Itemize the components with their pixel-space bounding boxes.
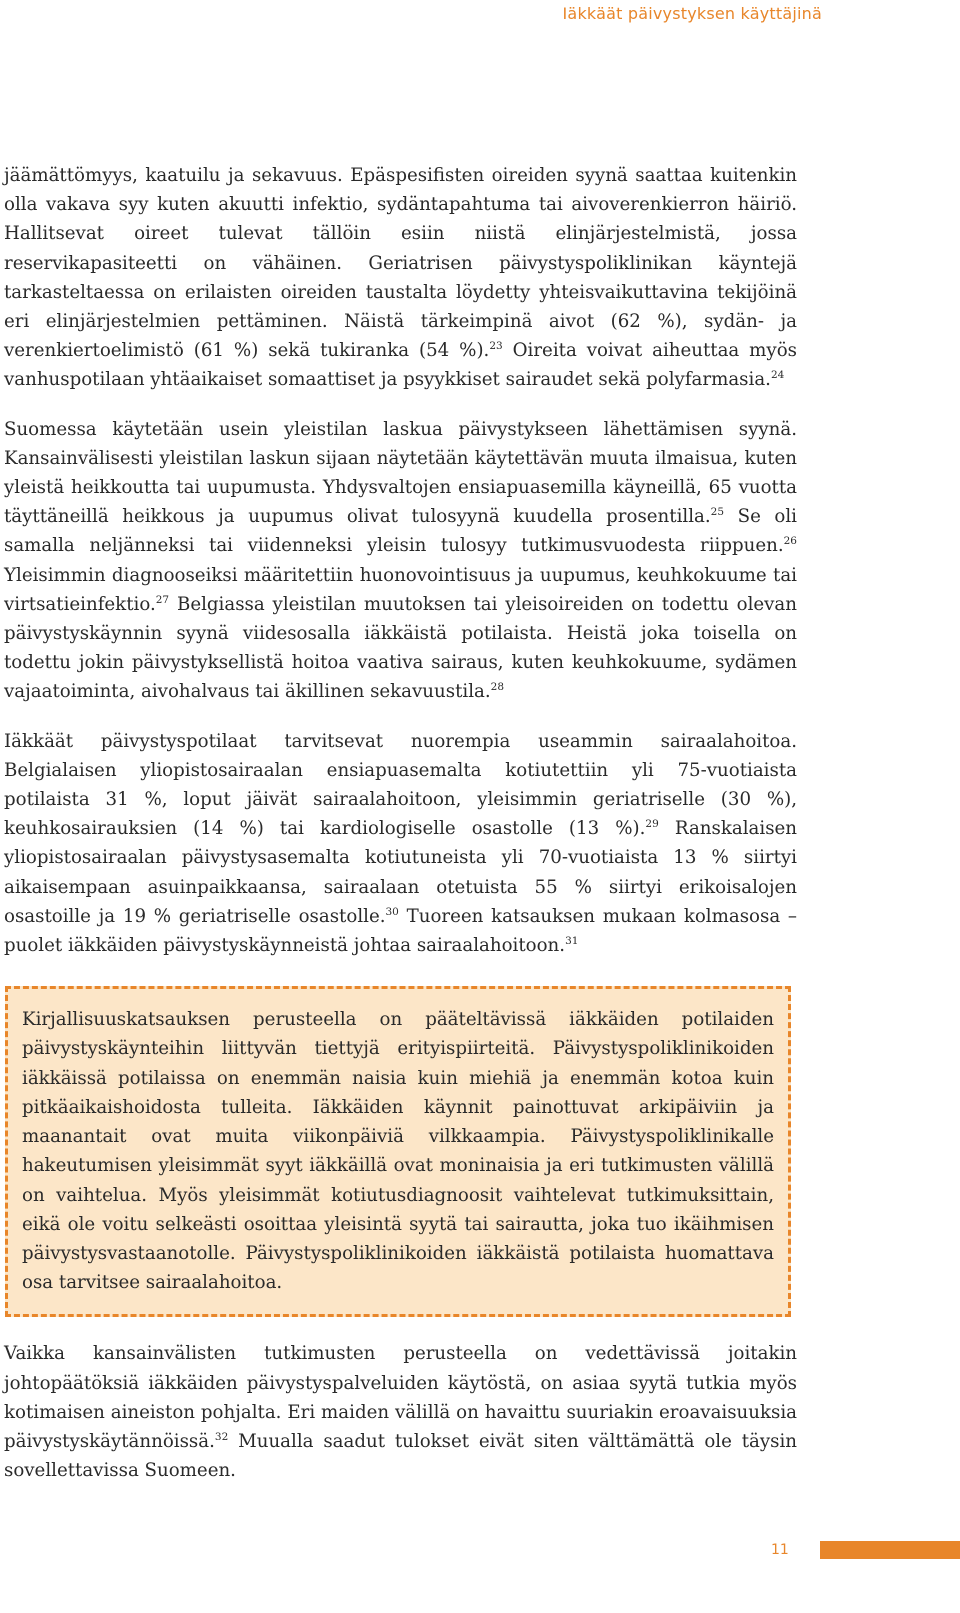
- paragraph-3-text-3: Tuoreen katsauksen mukaan kolmasosa – puolet iäkkäiden päivystyskäynneistä johtaa sairaalahoitoon.: [4, 905, 797, 957]
- footnote-ref-30: 30: [385, 905, 399, 918]
- footer-accent-bar: [820, 1541, 960, 1559]
- footnote-ref-23: 23: [489, 340, 503, 353]
- paragraph-1: [4, 161, 797, 395]
- footnote-ref-25: 25: [710, 506, 725, 519]
- paragraph-final: [4, 1339, 797, 1485]
- page-body: [4, 161, 797, 1485]
- footnote-ref-26: 26: [783, 535, 797, 548]
- paragraph-1-text-2: Oireita voivat aiheuttaa myös vanhuspotilaan yhtäaikaiset somaattiset ja psyykkiset sairaudet sekä polyfarmasia.: [4, 340, 797, 391]
- summary-box-text: Kirjallisuuskatsauksen perusteella on pääteltävissä iäkkäiden potilaiden päivystyskäynteihin liittyvän tiettyjä erityispiirteitä. Päivystyspoliklinikoiden iäkkäissä potilaissa on enemmän naisia kuin miehiä ja enemmän kotoa kuin pitkäaikaishoidosta tulleita. Iäkkäiden käynnit painottuvat arkipäiviin ja maanantait ovat muita viikonpäiviä vilkkaampia. Päivystyspoliklinikalle hakeutumisen yleisimmät syyt iäkkäillä ovat moninaisia ja eri tutkimusten välillä on vaihtelua. Myös yleisimmät kotiutusdiagnoosit vaihtelevat tutkimuksittain, eikä ole voitu selkeästi osoittaa yleisintä syytä tai sairautta, joka tuo ikäihmisen päivystysvastaanotolle. Päivystyspoliklinikoiden iäkkäistä potilaista huomattava osa tarvitsee sairaalahoitoa.: [22, 1009, 774, 1294]
- paragraph-2-text-1: Suomessa käytetään usein yleistilan laskua päivystykseen lähettämisen syynä. Kansainvälisesti yleistilan laskun sijaan näytetään käytettävän muuta ilmaisua, kuten yleistä heikkoutta tai uupumusta. Yhdysvaltojen ensiapuasemilla käyneillä, 65 vuotta täyttäneillä heikkous ja uupumus olivat tulosyynä kuudella prosentilla.: [4, 418, 797, 528]
- paragraph-2-text-2: Se oli samalla neljänneksi tai viidenneksi yleisin tulosyy tutkimusvuodesta riippuen.: [4, 506, 797, 557]
- footnote-ref-32: 32: [214, 1430, 229, 1443]
- running-header: Iäkkäät päivystyksen käyttäjinä: [562, 4, 822, 23]
- footnote-ref-28: 28: [490, 681, 505, 694]
- paragraph-1-text-1: jäämättömyys, kaatuilu ja sekavuus. Epäspesifisten oireiden syynä saattaa kuitenkin olla vakava syy kuten akuutti infektio, sydäntapahtuma tai aivoverenkierron häiriö. Hallitsevat oireet tulevat tällöin esiin niistä elinjärjestelmistä, jossa reservikapasiteetti on vähäinen. Geriatrisen päivystyspoliklinikan käyntejä tarkasteltaessa on erilaisten oireiden taustalta löydetty yhteisvaikuttavina tekijöinä eri elinjärjestelmien pettäminen. Näistä tärkeimpinä aivot (62 %), sydän- ja verenkiertoelimistö (61 %) sekä tukiranka (54 %).: [4, 165, 797, 362]
- paragraph-3-text-2: Ranskalaisen yliopistosairaalan päivystysasemalta kotiutuneista yli 70-vuotiaista 13 % siirtyi aikaisempaan asuinpaikkaansa, sairaalaan otetuista 55 % siirtyi erikoisalojen osastoille ja 19 % geriatriselle osastolle.: [4, 818, 798, 927]
- footnote-ref-31: 31: [565, 935, 579, 948]
- paragraph-2-text-3: Yleisimmin diagnooseiksi määritettiin huonovointisuus ja uupumus, keuhkokuume tai virtsatieinfektio.: [4, 564, 797, 615]
- summary-box: [5, 986, 791, 1317]
- paragraph-2: [4, 415, 797, 707]
- paragraph-3-text-1: Iäkkäät päivystyspotilaat tarvitsevat nuorempia useammin sairaalahoitoa. Belgialaisen yliopistosairaalan ensiapuasemalta kotiutettiin yli 75-vuotiaista potilaista 31 %, loput jäivät sairaalahoitoon, yleisimmin geriatriselle (30 %), keuhkosairauksien (14 %) tai kardiologiselle osastolle (13 %).: [4, 730, 797, 840]
- footnote-ref-24: 24: [770, 369, 785, 382]
- paragraph-final-text-2: Muualla saadut tulokset eivät siten välttämättä ole täysin sovellettavissa Suomeen.: [4, 1430, 797, 1482]
- paragraph-2-text-4: Belgiassa yleistilan muutoksen tai yleisoireiden on todettu olevan päivystyskäynnin syynä viidesosalla iäkkäistä potilaista. Heistä joka toisella on todettu jokin päivystyksellistä hoitoa vaativa sairaus, kuten keuhkokuume, sydämen vajaatoiminta, aivohalvaus tai äkillinen sekavuustila.: [4, 593, 797, 703]
- paragraph-final-text-1: Vaikka kansainvälisten tutkimusten perusteella on vedettävissä joitakin johtopäätöksiä iäkkäiden päivystyspalveluiden käytöstä, on asiaa syytä tutkia myös kotimaisen aineiston pohjalta. Eri maiden välillä on havaittu suuriakin eroavaisuuksia päivystyskäytännöissä.: [4, 1343, 797, 1452]
- page-number: 11: [771, 1542, 789, 1558]
- footnote-ref-29: 29: [645, 818, 659, 831]
- paragraph-3: [4, 727, 797, 961]
- footnote-ref-27: 27: [155, 593, 170, 606]
